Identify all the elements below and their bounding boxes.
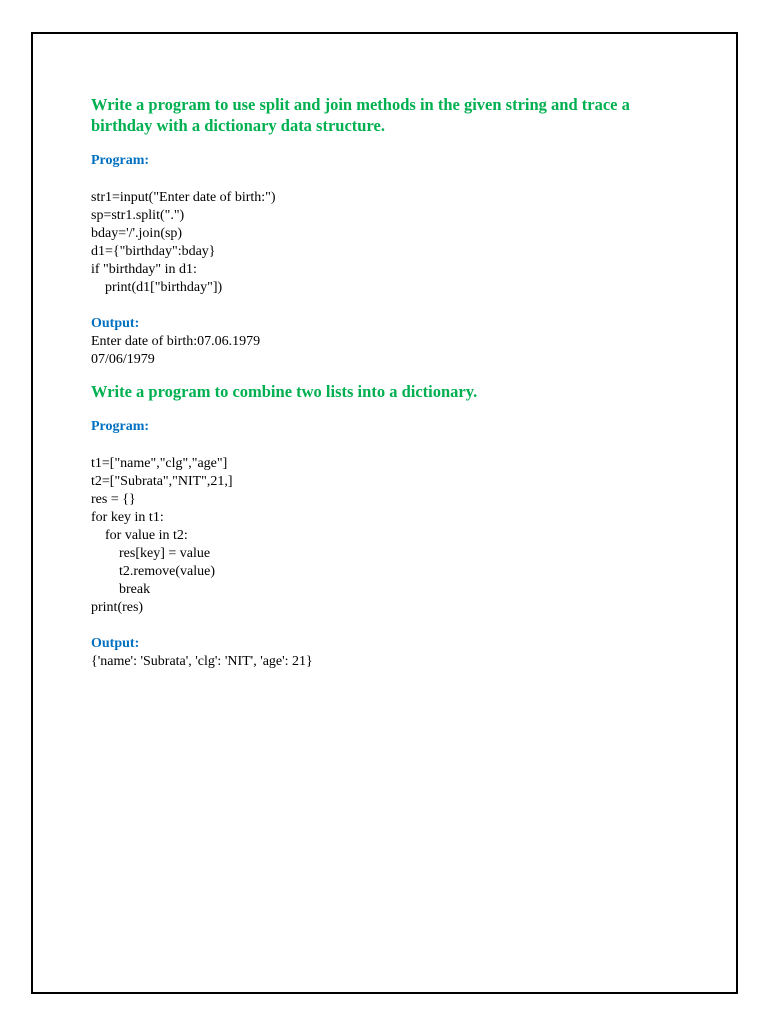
code-line: for key in t1:: [91, 510, 164, 525]
code-line: res[key] = value: [91, 546, 211, 561]
code-line: print(d1["birthday"]): [91, 280, 223, 295]
output-block: [91, 653, 691, 671]
output-line: Enter date of birth:07.06.1979: [91, 334, 261, 349]
section-title: Write a program to use split and join methods in the given string and trace a birthday with a dictionary data structure.: [91, 95, 630, 135]
code-line: if "birthday" in d1:: [91, 262, 197, 277]
code-line: for value in t2:: [91, 528, 188, 543]
code-block: [91, 455, 691, 617]
code-line: sp=str1.split("."): [91, 208, 185, 223]
output-line: {'name': 'Subrata', 'clg': 'NIT', 'age': 21}: [91, 654, 313, 669]
code-line: d1={"birthday":bday}: [91, 244, 216, 259]
section-title: Write a program to combine two lists into a dictionary.: [91, 382, 478, 401]
program-label: Program:: [91, 419, 150, 434]
code-line: t2=["Subrata","NIT",21,]: [91, 474, 233, 489]
code-line: bday='/'.join(sp): [91, 226, 183, 241]
code-line: t1=["name","clg","age"]: [91, 456, 228, 471]
output-line: 07/06/1979: [91, 352, 155, 367]
output-label: Output:: [91, 316, 140, 331]
document-content: [91, 94, 691, 671]
code-line: print(res): [91, 600, 144, 615]
output-block: [91, 333, 691, 369]
output-label: Output:: [91, 636, 140, 651]
code-line: t2.remove(value): [91, 564, 216, 579]
code-line: break: [91, 582, 151, 597]
section-split-join: [91, 94, 691, 369]
document-page: [31, 32, 738, 994]
program-label: Program:: [91, 153, 150, 168]
code-line: str1=input("Enter date of birth:"): [91, 190, 276, 205]
section-combine-lists: [91, 381, 691, 671]
code-block: [91, 189, 691, 297]
code-line: res = {}: [91, 492, 136, 507]
